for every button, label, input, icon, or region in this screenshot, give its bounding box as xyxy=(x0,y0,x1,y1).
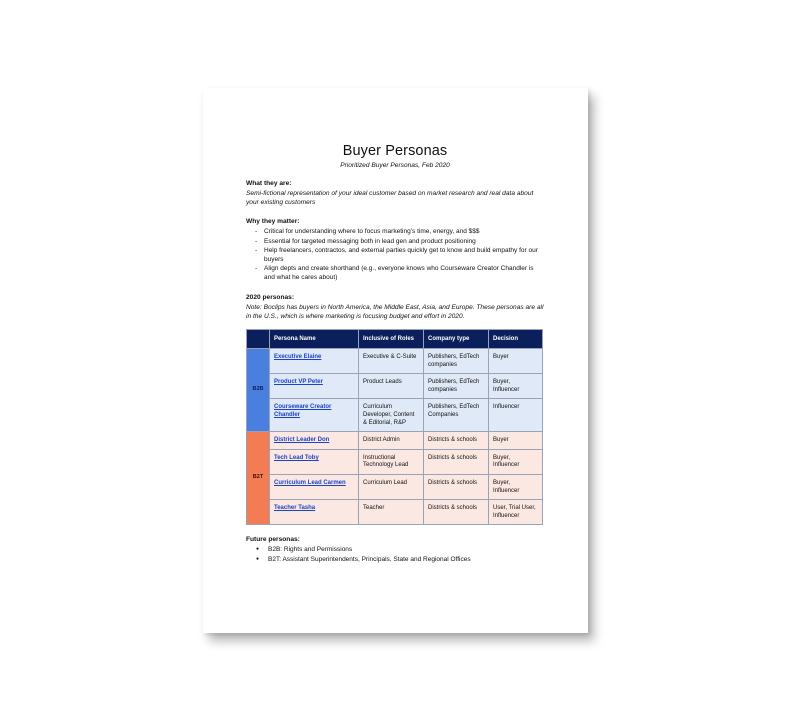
header-roles: Inclusive of Roles xyxy=(359,330,424,349)
roles-cell: Executive & C-Suite xyxy=(359,349,424,374)
persona-cell xyxy=(270,432,359,450)
roles-cell: Teacher xyxy=(359,500,424,525)
table-row xyxy=(247,399,543,432)
why-item: - Help freelancers, contractos, and external parties quickly get to know and build empathy for our buyers xyxy=(246,246,544,264)
document-page xyxy=(203,88,588,633)
persona-link[interactable]: Courseware Creator Chandler xyxy=(274,404,332,418)
persona-cell xyxy=(270,374,359,399)
table-row xyxy=(247,474,543,499)
why-item: - Essential for targeted messaging both in lead gen and product positioning xyxy=(246,237,544,246)
what-heading: What they are: xyxy=(246,180,292,187)
group-header-cell xyxy=(247,330,270,349)
header-company-type: Company type xyxy=(424,330,489,349)
why-item: - Critical for understanding where to focus marketing’s time, energy, and $$$ xyxy=(246,227,544,236)
personas-note: Note: Boclips has buyers in North America, the Middle East, Asia, and Europe. These personas are all in the U.S., which is where marketing is focusing budget and effort in 2020. xyxy=(246,303,544,320)
group-label-b2b: B2B xyxy=(247,349,270,432)
company-cell: Districts & schools xyxy=(424,500,489,525)
roles-cell: Curriculum Developer, Content & Editorial, R&P xyxy=(359,399,424,432)
persona-link[interactable]: Tech Lead Toby xyxy=(274,454,319,461)
table-header-row xyxy=(247,330,543,349)
decision-cell: Buyer, Influencer xyxy=(489,449,543,474)
table-row xyxy=(247,432,543,450)
company-cell: Districts & schools xyxy=(424,449,489,474)
table-row xyxy=(247,500,543,525)
group-label-b2t: B2T xyxy=(247,432,270,525)
persona-cell xyxy=(270,474,359,499)
roles-cell: Instructional Technology Lead xyxy=(359,449,424,474)
table-row xyxy=(247,374,543,399)
future-item: ● B2B: Rights and Permissions xyxy=(246,545,544,554)
persona-cell xyxy=(270,399,359,432)
company-cell: Districts & schools xyxy=(424,474,489,499)
decision-cell: Buyer xyxy=(489,432,543,450)
future-heading: Future personas: xyxy=(246,536,300,544)
page-title: Buyer Personas xyxy=(342,143,448,159)
personas-heading: 2020 personas: xyxy=(246,293,295,301)
persona-cell xyxy=(270,449,359,474)
header-persona-name: Persona Name xyxy=(270,330,359,349)
what-text: Semi-fictional representation of your ideal customer based on market research and real data about your existing customers xyxy=(246,190,534,207)
table-row xyxy=(247,349,543,374)
company-cell: Publishers, EdTech companies xyxy=(424,374,489,399)
persona-link[interactable]: Executive Elaine xyxy=(274,354,322,361)
company-cell: Publishers, EdTech companies xyxy=(424,349,489,374)
personas-table xyxy=(246,329,543,525)
roles-cell: District Admin xyxy=(359,432,424,450)
page-subtitle: Prioritized Buyer Personas, Feb 2020 xyxy=(340,162,450,169)
persona-link[interactable]: Product VP Peter xyxy=(274,379,323,386)
future-item: ● B2T: Assistant Superintendents, Principals, State and Regional Offices xyxy=(246,555,544,564)
header-decision: Decision xyxy=(489,330,543,349)
future-list xyxy=(246,545,544,564)
why-heading: Why they matter: xyxy=(246,218,300,226)
document-content xyxy=(246,143,544,564)
company-cell: Districts & schools xyxy=(424,432,489,450)
company-cell: Publishers, EdTech Companies xyxy=(424,399,489,432)
why-list xyxy=(246,227,544,282)
persona-link[interactable]: District Leader Don xyxy=(274,437,330,444)
persona-link[interactable]: Teacher Tasha xyxy=(274,505,316,512)
roles-cell: Curriculum Lead xyxy=(359,474,424,499)
decision-cell: Influencer xyxy=(489,399,543,432)
persona-link[interactable]: Curriculum Lead Carmen xyxy=(274,479,346,486)
roles-cell: Product Leads xyxy=(359,374,424,399)
decision-cell: Buyer xyxy=(489,349,543,374)
why-item: - Align depts and create shorthand (e.g., everyone knows who Courseware Creator Chandler is and what he cares about) xyxy=(246,264,544,282)
persona-cell xyxy=(270,349,359,374)
persona-cell xyxy=(270,500,359,525)
decision-cell: Buyer, Influencer xyxy=(489,374,543,399)
decision-cell: Buyer, Influencer xyxy=(489,474,543,499)
table-row xyxy=(247,449,543,474)
decision-cell: User, Trial User, Influencer xyxy=(489,500,543,525)
